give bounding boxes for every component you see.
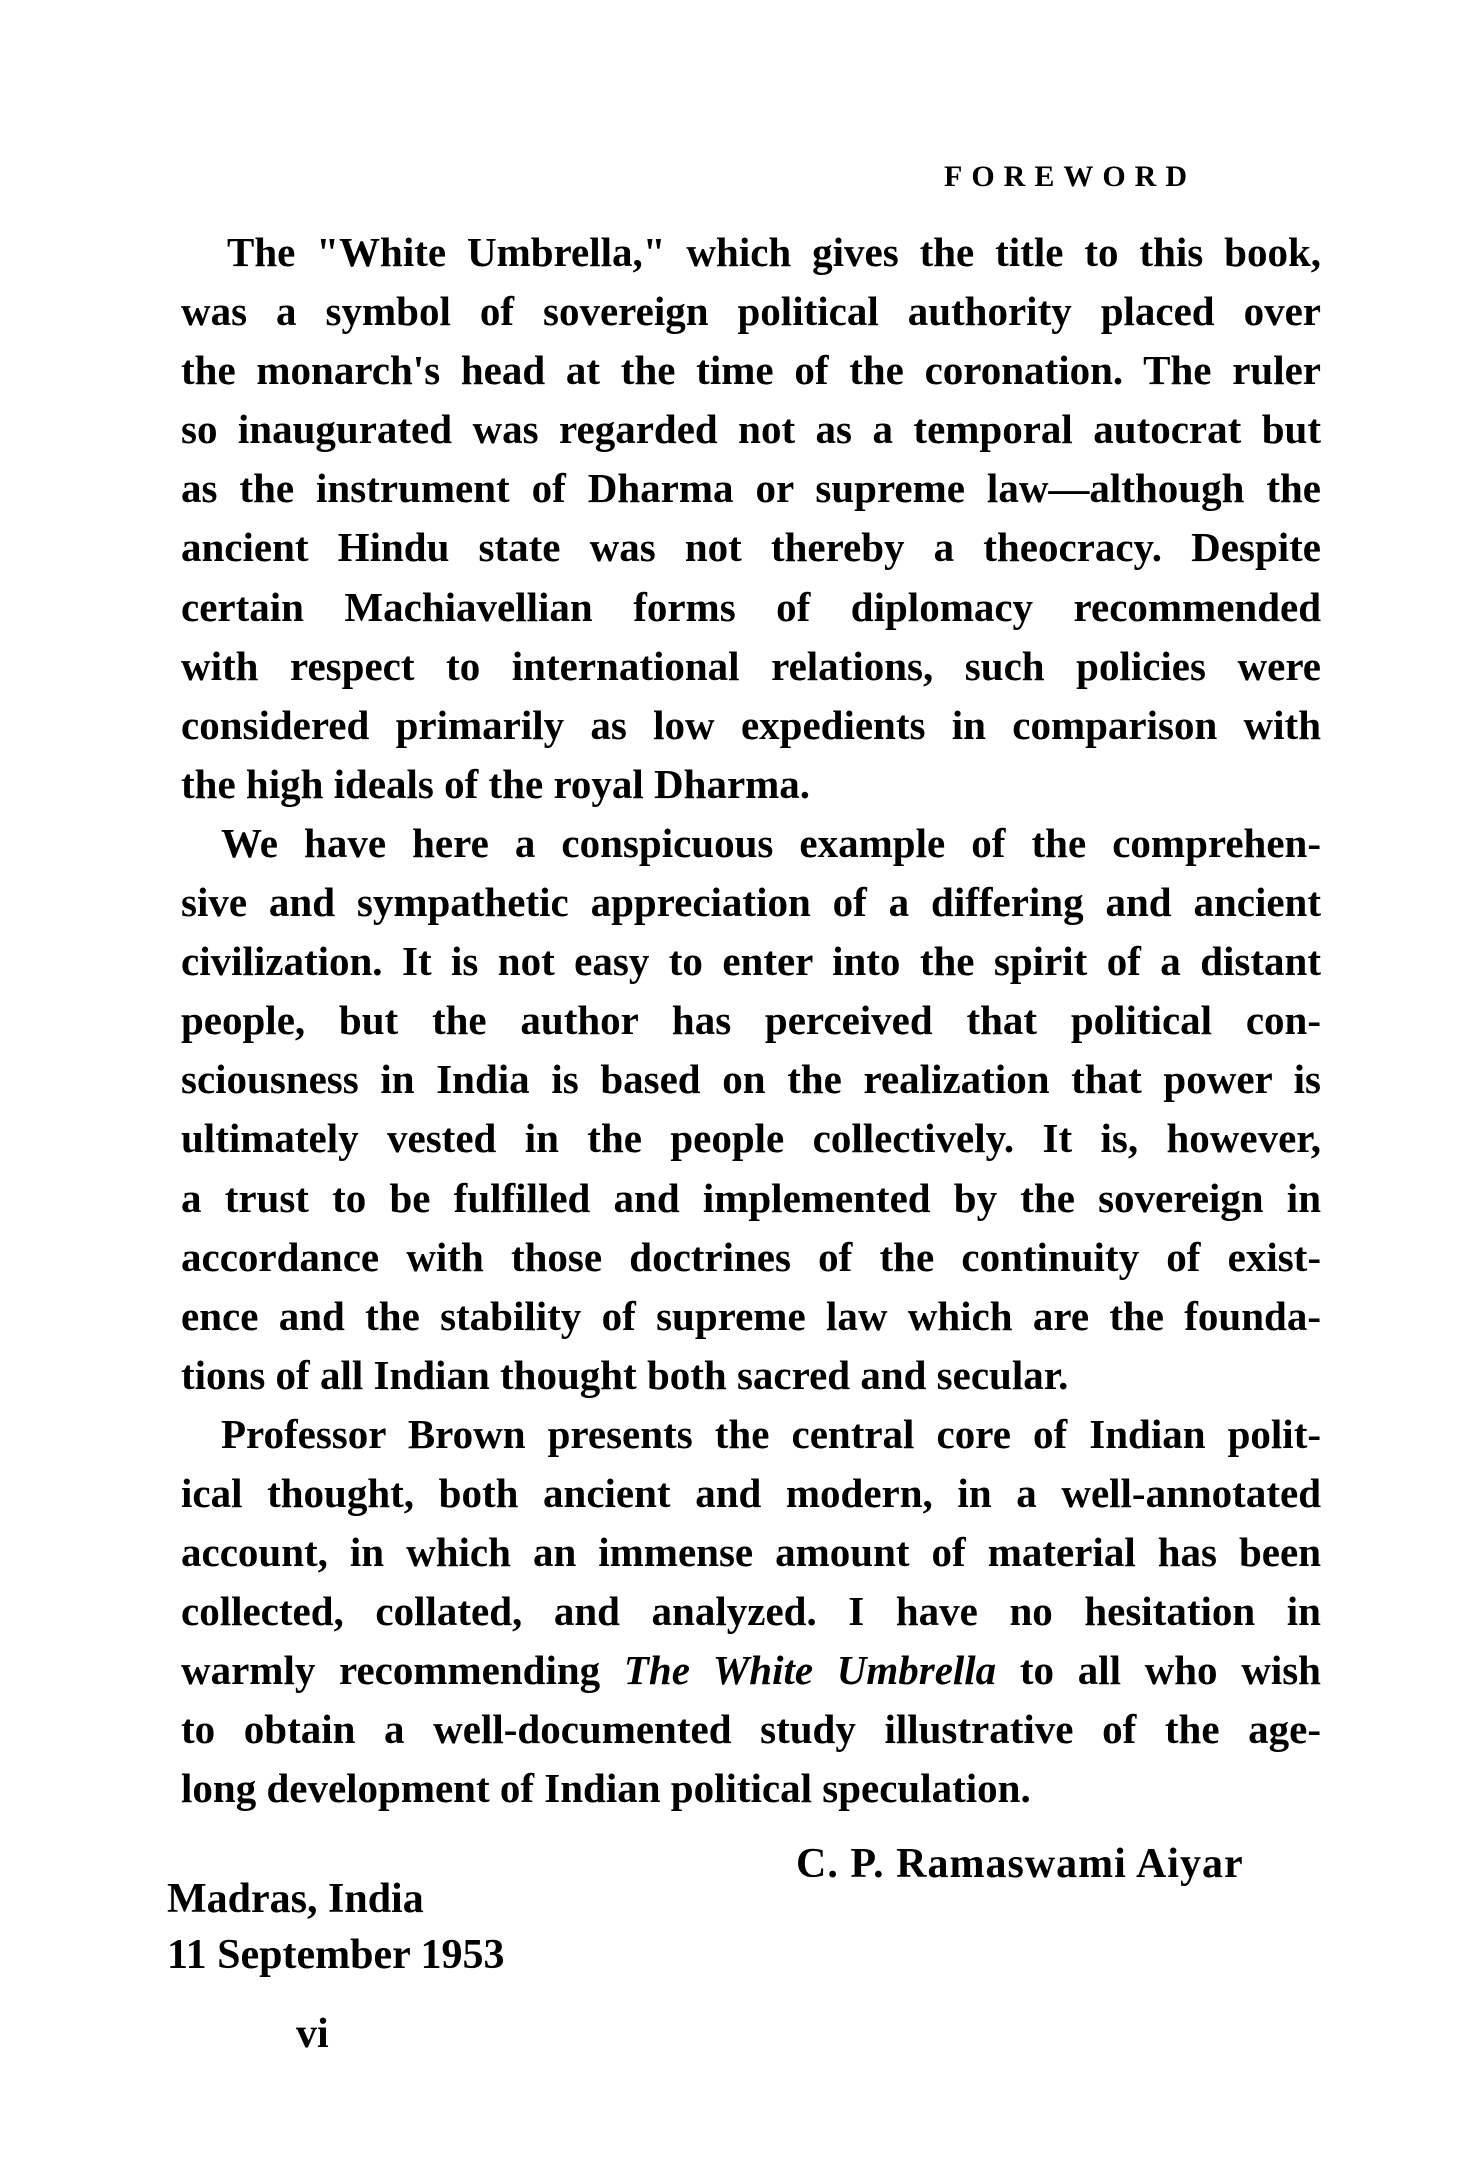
signature: C. P. Ramaswami Aiyar bbox=[796, 1841, 1244, 1887]
foreword-body bbox=[181, 223, 1321, 1819]
paragraph-2-line: tions of all Indian thought both sacred and secular. bbox=[181, 1351, 1069, 1398]
paragraph-1-line: ancient Hindu state was not thereby a theocracy. Despite bbox=[181, 524, 1321, 571]
paragraph-3-line bbox=[181, 1641, 1321, 1700]
paragraph-1-line: the high ideals of the royal Dharma. bbox=[181, 760, 811, 807]
paragraph-3-line: account, in which an immense amount of material has been bbox=[181, 1529, 1321, 1576]
paragraph-3-line: ical thought, both ancient and modern, in a well-annotated bbox=[181, 1469, 1321, 1516]
paragraph-1-line: considered primarily as low expedients in comparison with bbox=[181, 701, 1321, 748]
paragraph-3-line: to obtain a well-documented study illustrative of the age- bbox=[181, 1706, 1321, 1753]
book-title-italic: The White Umbrella bbox=[623, 1647, 997, 1694]
paragraph-2-line: accordance with those doctrines of the continuity of exist- bbox=[181, 1233, 1321, 1280]
place: Madras, India bbox=[167, 1876, 424, 1922]
page-number: vi bbox=[296, 2011, 329, 2057]
paragraph-1-line: as the instrument of Dharma or supreme law—although the bbox=[181, 465, 1321, 512]
paragraph-2-line: ultimately vested in the people collectively. It is, however, bbox=[181, 1115, 1321, 1162]
paragraph-1-line: The "White Umbrella," which gives the title to this book, bbox=[227, 229, 1321, 275]
paragraph-2-line: sive and sympathetic appreciation of a differing and ancient bbox=[181, 879, 1321, 926]
paragraph-1-line: was a symbol of sovereign political authority placed over bbox=[181, 288, 1321, 335]
paragraph-1-line: the monarch's head at the time of the coronation. The ruler bbox=[181, 347, 1321, 394]
paragraph-3-line: collected, collated, and analyzed. I have no hesitation in bbox=[181, 1588, 1321, 1635]
paragraph-2-line: a trust to be fulfilled and implemented by the sovereign in bbox=[181, 1174, 1321, 1221]
paragraph-1-line: certain Machiavellian forms of diplomacy recommended bbox=[181, 583, 1321, 630]
paragraph-2-line: ence and the stability of supreme law which are the founda- bbox=[181, 1292, 1321, 1339]
text-segment: to all who wish bbox=[996, 1647, 1321, 1694]
paragraph-2-line: sciousness in India is based on the realization that power is bbox=[181, 1056, 1321, 1103]
paragraph-1-line: with respect to international relations, such policies were bbox=[181, 642, 1321, 689]
paragraph-2-line: people, but the author has perceived that political con- bbox=[181, 997, 1321, 1044]
date: 11 September 1953 bbox=[167, 1932, 505, 1978]
paragraph-3-line: long development of Indian political speculation. bbox=[181, 1765, 1031, 1812]
paragraph-1-line: so inaugurated was regarded not as a temporal autocrat but bbox=[181, 406, 1321, 453]
paragraph-3-line: Professor Brown presents the central core of Indian polit- bbox=[221, 1410, 1321, 1457]
paragraph-2-line: civilization. It is not easy to enter into the spirit of a distant bbox=[181, 938, 1321, 985]
paragraph-2-line: We have here a conspicuous example of the comprehen- bbox=[221, 819, 1321, 866]
running-head: FOREWORD bbox=[944, 160, 1196, 193]
text-segment: warmly recommending bbox=[181, 1647, 624, 1694]
